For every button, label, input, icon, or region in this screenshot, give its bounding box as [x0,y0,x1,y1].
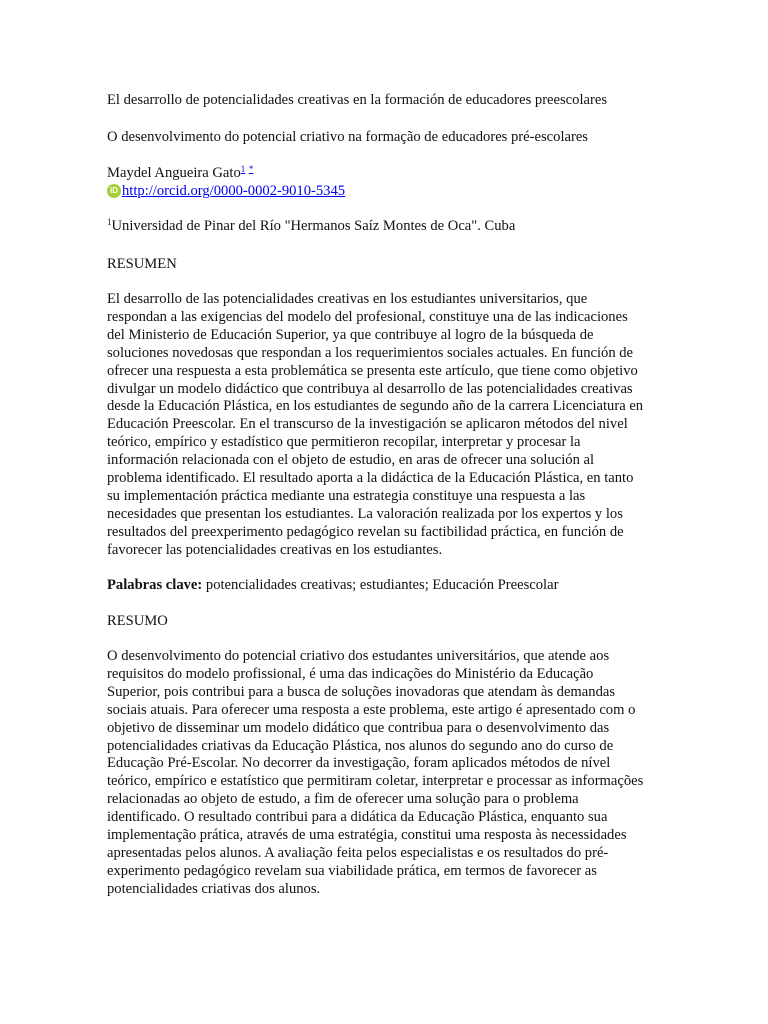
corresponding-author-link[interactable]: * [248,164,254,174]
text-line: respondan a las exigencias del modelo del profesional, constituye una de las indicaciones [107,308,628,325]
text-line: teórico, empírico y estadístico que permitieron recopilar, interpretar y procesar la [107,434,581,451]
affiliation-ref-link[interactable]: 1 [240,164,246,174]
text-line: sociais atuais. Para oferecer uma resposta a este problema, este artigo é apresentado com o [107,701,636,718]
text-line: Educación Preescolar. En el transcurso de la investigación se aplicaron métodos del nivel [107,416,628,433]
resumen-heading: RESUMEN [107,256,177,272]
text-line: Educação Pré-Escolar. No decorrer da investigação, foram aplicados métodos de nível [107,755,611,772]
text-line: potencialidades criativas dos alunos. [107,880,321,897]
text-line: identificado. O resultado contribui para a didática da Educação Plástica, enquanto sua [107,809,608,826]
resumo-heading: RESUMO [107,613,168,629]
text-line: favorecer las potencialidades creativas en los estudiantes. [107,541,443,558]
author-name: Maydel Angueira Gato [107,165,241,181]
text-line: problema identificado. El resultado aporta a la didáctica de la Educación Plástica, en tanto [107,470,634,487]
text-line: potencialidades criativas da Educação Plástica, nos alunos do segundo ano do curso de [107,737,614,754]
text-line: implementação prática, através de uma estratégia, constitui uma resposta às necessidades [107,827,627,844]
orcid-link[interactable]: http://orcid.org/0000-0002-9010-5345 [122,183,346,199]
title-spanish: El desarrollo de potencialidades creativas en la formación de educadores preescolares [107,92,608,108]
resumen-paragraph [107,291,667,560]
keywords [107,576,667,594]
text-line: soluciones novedosas que respondan a los requerimientos sociales actuales. En función de [107,344,634,361]
text-line: relacionadas ao objeto de estudo, a fim de oferecer uma solução para o problema [107,791,579,808]
affiliation [107,217,667,235]
text-line: ofrecer una respuesta a esta problemática se presenta este artículo, que tiene como objetivo [107,362,638,379]
affiliation-text: Universidad de Pinar del Río "Hermanos Saíz Montes de Oca". Cuba [111,218,516,234]
text-line: necesidades que presentan los estudiantes. La valoración realizada por los expertos y los [107,505,623,522]
text-line: resultados del preexperimento pedagógico revelan su factibilidad práctica, en función de [107,523,624,540]
text-line: teórico, empírico e estatístico que permitiram coletar, interpretar e processar as informações [107,773,644,790]
text-line: información relacionada con el objeto de estudio, en aras de ofrecer una solución al [107,452,595,469]
affiliation-number: 1 [107,217,112,227]
orcid-icon: iD [107,184,121,198]
text-line: desde la Educación Plástica, en los estudiantes de segundo año de la carrera Licenciatura en [107,398,644,415]
author-line [107,164,667,182]
text-line: O desenvolvimento do potencial criativo dos estudantes universitários, que atende aos [107,648,610,664]
text-line: divulgar un modelo didáctico que contribuya al desarrollo de las potencialidades creativas [107,380,633,397]
orcid-line [107,182,667,200]
text-line: su implementación práctica mediante una estrategia constituye una respuesta a las [107,487,586,504]
title-portuguese: O desenvolvimento do potencial criativo na formação de educadores pré-escolares [107,129,588,145]
text-line: experimento pedagógico revelam sua viabilidade prática, em termos de favorecer as [107,862,597,879]
text-line: El desarrollo de las potencialidades creativas en los estudiantes universitarios, que [107,291,588,307]
text-line: objetivo de disseminar um modelo didático que contribua para o desenvolvimento das [107,719,610,736]
resumo-paragraph [107,648,667,899]
keywords-text: potencialidades creativas; estudiantes; Educación Preescolar [202,577,559,593]
text-line: del Ministerio de Educación Superior, ya que contribuye al logro de la búsqueda de [107,326,594,343]
keywords-label: Palabras clave: [107,577,203,593]
text-line: apresentadas pelos alunos. A avaliação feita pelos especialistas e os resultados do pré- [107,844,609,861]
text-line: requisitos do modelo profissional, é uma das indicações do Ministério da Educação [107,665,594,682]
text-line: Superior, pois contribui para a busca de soluções inovadoras que atendam às demandas [107,683,616,700]
